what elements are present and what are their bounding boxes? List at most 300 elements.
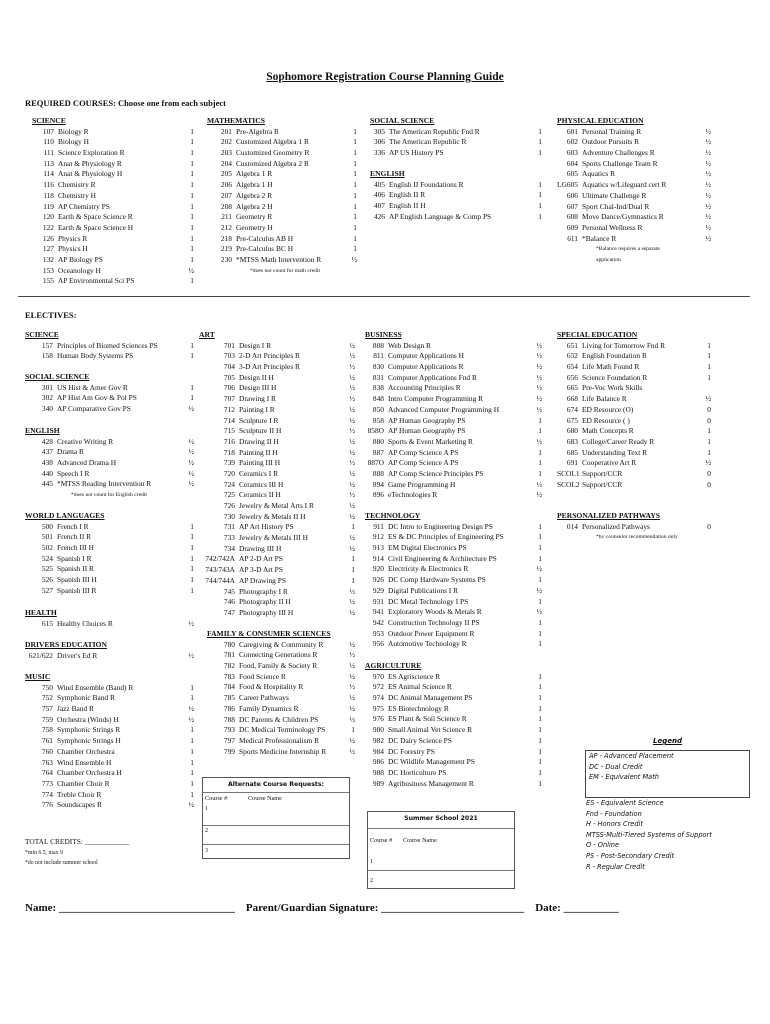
course-row[interactable]: [557, 341, 711, 352]
course-name: Sports Medicine Internship R: [239, 746, 327, 756]
course-row[interactable]: [365, 405, 542, 416]
course-row[interactable]: [557, 522, 711, 533]
course-row[interactable]: [370, 212, 542, 223]
course-name: Physics R: [58, 233, 88, 243]
course-row[interactable]: [365, 554, 542, 565]
section-heading: TECHNOLOGY: [365, 511, 421, 520]
required-pe-section: [557, 116, 711, 266]
course-row[interactable]: [25, 437, 194, 448]
required-math-section: [207, 116, 357, 276]
course-row[interactable]: [199, 405, 355, 416]
course-row[interactable]: [557, 159, 711, 170]
course-name: Earth & Space Science H: [58, 222, 134, 232]
course-row[interactable]: [557, 169, 711, 180]
course-name: Wind Ensemble (Band) R: [57, 682, 134, 692]
course-row[interactable]: [365, 575, 542, 586]
course-row[interactable]: [557, 394, 711, 405]
course-name: Agribusiness Management R: [388, 778, 474, 788]
course-code: 942: [372, 617, 384, 627]
course-row[interactable]: [365, 469, 542, 480]
course-row[interactable]: [199, 469, 355, 480]
course-name: AP Art History PS: [239, 522, 294, 532]
course-row[interactable]: [32, 223, 194, 234]
course-row[interactable]: [207, 202, 357, 213]
course-code: 982: [372, 735, 384, 745]
elective-fcs-section: [207, 629, 355, 757]
course-name: *MTSS Math Intervention R: [236, 254, 322, 264]
course-row[interactable]: [32, 137, 194, 148]
course-row[interactable]: [32, 127, 194, 138]
course-code: 608: [566, 212, 578, 222]
course-code: 501: [41, 532, 53, 542]
course-row[interactable]: [207, 736, 355, 747]
course-credit: 1: [190, 693, 194, 703]
legend: [585, 734, 750, 872]
course-row[interactable]: [25, 564, 194, 575]
course-row[interactable]: [557, 137, 711, 148]
course-row[interactable]: [557, 202, 711, 213]
course-row[interactable]: [25, 586, 194, 597]
course-row[interactable]: [25, 790, 194, 801]
course-row[interactable]: [25, 736, 194, 747]
course-row[interactable]: [25, 393, 194, 404]
course-row[interactable]: [25, 543, 194, 554]
course-name: DC Comp Hardware Systems PS: [388, 575, 486, 585]
course-name: English II H: [389, 201, 426, 211]
course-row[interactable]: [25, 575, 194, 586]
course-row[interactable]: [199, 437, 355, 448]
course-row[interactable]: [365, 725, 542, 736]
course-row[interactable]: [207, 725, 355, 736]
course-row[interactable]: [207, 255, 357, 266]
course-credit: ½: [349, 746, 355, 756]
course-row[interactable]: [199, 597, 355, 608]
course-row[interactable]: [557, 437, 711, 448]
course-row[interactable]: [557, 448, 711, 459]
course-credit: ½: [536, 607, 542, 617]
course-code: 831: [372, 372, 384, 382]
course-row[interactable]: [365, 522, 542, 533]
course-row[interactable]: [557, 234, 711, 245]
course-code: 746: [223, 597, 235, 607]
course-row[interactable]: [557, 416, 711, 427]
course-row[interactable]: [199, 416, 355, 427]
course-row[interactable]: [32, 202, 194, 213]
course-name: Personal Training R: [582, 126, 642, 136]
course-code: 502: [41, 543, 53, 553]
course-code: 763: [41, 757, 53, 767]
course-row[interactable]: [557, 148, 711, 159]
course-code: SCOL2: [557, 479, 580, 489]
course-row[interactable]: [207, 747, 355, 758]
course-code: 788: [223, 714, 235, 724]
course-row[interactable]: [199, 448, 355, 459]
course-credit: ½: [349, 533, 355, 543]
course-row[interactable]: [557, 351, 711, 362]
course-row[interactable]: [557, 223, 711, 234]
course-credit: 1: [190, 682, 194, 692]
course-row[interactable]: [365, 341, 542, 352]
course-credit: 1: [707, 351, 711, 361]
course-credit: 0: [707, 415, 711, 425]
course-row[interactable]: [32, 148, 194, 159]
legend-item: PS - Post-Secondary Credit: [586, 851, 675, 860]
course-row[interactable]: [25, 554, 194, 565]
course-code: 674: [566, 404, 578, 414]
course-row[interactable]: [365, 564, 542, 575]
course-name: AP Comp Science A PS: [388, 447, 459, 457]
total-credits-note-min-max: *min 6.5, max 9: [25, 850, 63, 856]
course-credit: ½: [349, 340, 355, 350]
course-row[interactable]: [365, 768, 542, 779]
course-row[interactable]: [557, 362, 711, 373]
course-name: Algebra 1 R: [236, 169, 273, 179]
section-heading: ENGLISH: [370, 169, 405, 178]
course-name: Jewelry & Metals II H: [239, 511, 306, 521]
course-name: Digital Publications I R: [388, 585, 459, 595]
course-row[interactable]: [207, 682, 355, 693]
course-row[interactable]: [32, 191, 194, 202]
course-code: 984: [372, 746, 384, 756]
course-row[interactable]: [25, 758, 194, 769]
course-row[interactable]: [199, 351, 355, 362]
course-code: 734: [223, 543, 235, 553]
course-credit: ½: [536, 479, 542, 489]
course-code: SCOL1: [557, 468, 580, 478]
course-name: Geometry H: [236, 222, 273, 232]
course-name: Move Dance/Gymnastics R: [582, 212, 664, 222]
course-row[interactable]: [207, 180, 357, 191]
course-row[interactable]: [32, 276, 194, 287]
course-row[interactable]: [557, 458, 711, 469]
course-name: Oceanology H: [58, 265, 101, 275]
course-row[interactable]: [199, 490, 355, 501]
course-credit: 1: [538, 778, 542, 788]
course-row[interactable]: [365, 607, 542, 618]
course-row[interactable]: [557, 127, 711, 138]
course-row[interactable]: [207, 715, 355, 726]
course-row[interactable]: [365, 383, 542, 394]
course-row[interactable]: [207, 661, 355, 672]
course-row[interactable]: [199, 576, 355, 587]
course-row[interactable]: [199, 362, 355, 373]
course-credit: 1: [190, 180, 194, 190]
course-row[interactable]: [207, 191, 357, 202]
course-credit: 1: [538, 137, 542, 147]
course-name: Computer Applications Fnd R: [388, 372, 477, 382]
course-row[interactable]: [365, 672, 542, 683]
total-credits-field[interactable]: TOTAL CREDITS: ____________: [25, 837, 130, 846]
course-credit: 1: [538, 415, 542, 425]
course-credit: ½: [536, 372, 542, 382]
course-name: Design I R: [239, 340, 272, 350]
summer-box-rule: [368, 828, 514, 829]
course-name: Drawing III H: [239, 543, 282, 553]
alternate-row-1[interactable]: 1: [205, 806, 208, 812]
course-row[interactable]: [557, 405, 711, 416]
course-row[interactable]: [25, 469, 194, 480]
student-name-field[interactable]: Name: ________________________________: [25, 902, 235, 914]
course-row[interactable]: [199, 533, 355, 544]
course-row[interactable]: [32, 159, 194, 170]
course-row[interactable]: [199, 587, 355, 598]
course-row[interactable]: [199, 512, 355, 523]
course-code: 014: [566, 521, 578, 531]
course-row[interactable]: [557, 191, 711, 202]
course-code: 336: [373, 148, 385, 158]
course-name: Healthy Choices R: [57, 618, 113, 628]
course-code: 894: [372, 479, 384, 489]
course-row[interactable]: [25, 404, 194, 415]
course-credit: 1: [707, 340, 711, 350]
section-note: *does not count for English credit: [71, 492, 147, 499]
section-heading: PERSONALIZED PATHWAYS: [557, 511, 661, 520]
course-row[interactable]: [370, 148, 542, 159]
course-code: 793: [223, 725, 235, 735]
course-name: ES Biotechnology R: [388, 703, 449, 713]
course-name: Chamber Orchestra: [57, 746, 115, 756]
parent-signature-field[interactable]: Parent/Guardian Signature: __________________________: [245, 902, 525, 914]
course-name: Pre-Algebra R: [236, 126, 279, 136]
course-row[interactable]: [199, 426, 355, 437]
course-row[interactable]: [557, 480, 711, 491]
course-row[interactable]: [25, 458, 194, 469]
course-code: 797: [223, 735, 235, 745]
course-row[interactable]: [365, 426, 542, 437]
course-code: 157: [41, 340, 53, 350]
course-row[interactable]: [207, 148, 357, 159]
course-row[interactable]: [370, 190, 542, 201]
course-row[interactable]: [365, 351, 542, 362]
legend-box: [585, 750, 750, 798]
course-row[interactable]: [25, 479, 194, 490]
course-row[interactable]: [199, 565, 355, 576]
course-row[interactable]: [207, 693, 355, 704]
course-row[interactable]: [365, 757, 542, 768]
course-name: Spanish III R: [57, 585, 97, 595]
course-name: Pre-Voc Work Skills: [582, 383, 643, 393]
course-row[interactable]: [207, 212, 357, 223]
course-credit: 1: [190, 393, 194, 403]
course-row[interactable]: [365, 629, 542, 640]
course-row[interactable]: [25, 383, 194, 394]
course-credit: 1: [190, 190, 194, 200]
course-row[interactable]: [25, 683, 194, 694]
course-row[interactable]: [199, 480, 355, 491]
course-row[interactable]: [365, 639, 542, 650]
course-row[interactable]: [365, 448, 542, 459]
course-row[interactable]: [365, 437, 542, 448]
course-name: Creative Writing R: [57, 436, 114, 446]
course-row[interactable]: [32, 169, 194, 180]
course-row[interactable]: [25, 747, 194, 758]
course-row[interactable]: [365, 597, 542, 608]
course-row[interactable]: [25, 351, 194, 362]
course-row[interactable]: [557, 373, 711, 384]
course-row[interactable]: [365, 480, 542, 491]
course-code: 705: [223, 372, 235, 382]
course-row[interactable]: [207, 223, 357, 234]
course-credit: 1: [351, 725, 355, 735]
course-code: 838: [372, 383, 384, 393]
course-code: 785: [223, 693, 235, 703]
course-row[interactable]: [365, 416, 542, 427]
course-credit: ½: [536, 436, 542, 446]
course-credit: 1: [538, 693, 542, 703]
course-credit: ½: [705, 137, 711, 147]
course-row[interactable]: [365, 532, 542, 543]
course-credit: ½: [705, 190, 711, 200]
course-credit: 1: [538, 671, 542, 681]
course-row[interactable]: [365, 618, 542, 629]
course-code: 212: [220, 222, 232, 232]
date-field[interactable]: Date: __________: [535, 902, 619, 914]
course-credit: ½: [705, 212, 711, 222]
course-row[interactable]: [365, 362, 542, 373]
summer-row-1[interactable]: 1: [370, 859, 373, 865]
summer-row-2[interactable]: 2: [370, 878, 373, 884]
course-name: Anat & Physiology R: [58, 158, 122, 168]
course-row[interactable]: [25, 447, 194, 458]
course-row[interactable]: [199, 522, 355, 533]
alternate-row-3[interactable]: 3: [205, 848, 208, 854]
course-credit: 1: [538, 148, 542, 158]
course-row[interactable]: [25, 800, 194, 811]
course-row[interactable]: [207, 244, 357, 255]
course-row[interactable]: [207, 640, 355, 651]
section-note: *Balance requires a separate: [596, 246, 660, 253]
course-row[interactable]: [365, 747, 542, 758]
course-row[interactable]: [25, 725, 194, 736]
course-row[interactable]: [207, 234, 357, 245]
course-row[interactable]: [32, 234, 194, 245]
course-credit: 0: [707, 479, 711, 489]
course-name: Math Concepts R: [582, 426, 634, 436]
course-code: 912: [372, 532, 384, 542]
course-row[interactable]: [365, 682, 542, 693]
course-name: Photography II H: [239, 597, 291, 607]
course-row[interactable]: [25, 651, 194, 662]
course-credit: ½: [349, 479, 355, 489]
course-name: Life Math Found R: [582, 362, 640, 372]
course-row[interactable]: [557, 212, 711, 223]
course-row[interactable]: [365, 693, 542, 704]
course-credit: ½: [705, 169, 711, 179]
course-row[interactable]: [25, 693, 194, 704]
course-name: AP Human Geography PS: [388, 415, 466, 425]
alternate-row-2[interactable]: 2: [205, 828, 208, 834]
course-row[interactable]: [25, 532, 194, 543]
course-row[interactable]: [365, 373, 542, 384]
course-row[interactable]: [25, 715, 194, 726]
course-row[interactable]: [557, 469, 711, 480]
course-credit: ½: [705, 458, 711, 468]
course-row[interactable]: [199, 501, 355, 512]
course-row[interactable]: [25, 768, 194, 779]
course-name: ED Resource (O): [582, 404, 634, 414]
course-row[interactable]: [25, 704, 194, 715]
course-credit: ½: [349, 586, 355, 596]
course-row[interactable]: [207, 650, 355, 661]
course-row[interactable]: [365, 714, 542, 725]
course-row[interactable]: [370, 127, 542, 138]
course-credit: ½: [349, 447, 355, 457]
course-row[interactable]: [365, 779, 542, 790]
course-row[interactable]: [207, 159, 357, 170]
course-name: DC Intro to Engineering Design PS: [388, 521, 493, 531]
course-row[interactable]: [365, 394, 542, 405]
course-code: 127: [42, 244, 54, 254]
course-row[interactable]: [32, 255, 194, 266]
course-code: 526: [41, 575, 53, 585]
course-name: Human Body Systems PS: [57, 351, 134, 361]
course-row[interactable]: [207, 137, 357, 148]
course-row[interactable]: [199, 383, 355, 394]
course-row[interactable]: [365, 490, 542, 501]
course-name: Spanish II R: [57, 564, 94, 574]
course-row[interactable]: [557, 426, 711, 437]
course-row[interactable]: [365, 586, 542, 597]
course-row[interactable]: [199, 373, 355, 384]
course-row[interactable]: [32, 244, 194, 255]
course-code: 848: [372, 394, 384, 404]
summer-school-box: [367, 811, 515, 889]
alternate-col-course-num: Course #: [205, 795, 228, 802]
course-row[interactable]: [365, 736, 542, 747]
course-row[interactable]: [32, 212, 194, 223]
course-row[interactable]: [199, 554, 355, 565]
course-code: 675: [566, 415, 578, 425]
course-credit: ½: [536, 404, 542, 414]
course-row[interactable]: [557, 383, 711, 394]
course-row[interactable]: [199, 544, 355, 555]
course-credit: ½: [188, 468, 194, 478]
course-row[interactable]: [370, 201, 542, 212]
course-row[interactable]: [25, 341, 194, 352]
course-row[interactable]: [207, 672, 355, 683]
course-row[interactable]: [207, 127, 357, 138]
course-name: Spanish III H: [57, 575, 97, 585]
course-code: 704: [223, 362, 235, 372]
course-row[interactable]: [25, 522, 194, 533]
course-code: 712: [223, 404, 235, 414]
course-row[interactable]: [365, 458, 542, 469]
course-code: 747: [223, 607, 235, 617]
course-row[interactable]: [370, 137, 542, 148]
course-row[interactable]: [199, 608, 355, 619]
course-row[interactable]: [207, 169, 357, 180]
course-row[interactable]: [207, 704, 355, 715]
course-code: 742/742A: [205, 554, 235, 564]
course-row[interactable]: [32, 266, 194, 277]
elective-agriculture-section: [365, 661, 542, 789]
course-row[interactable]: [199, 458, 355, 469]
course-row[interactable]: [25, 779, 194, 790]
course-row[interactable]: [199, 394, 355, 405]
course-row[interactable]: [557, 180, 711, 191]
legend-item: MTSS-Multi-Tiered Systems of Support: [586, 830, 712, 839]
course-credit: 1: [190, 126, 194, 136]
course-row[interactable]: [365, 704, 542, 715]
course-row[interactable]: [365, 543, 542, 554]
course-row[interactable]: [25, 619, 194, 630]
course-name: Symphonic Strings H: [57, 736, 121, 746]
course-row[interactable]: [199, 341, 355, 352]
course-row[interactable]: [370, 180, 542, 191]
course-name: Sports Challenge Team R: [582, 158, 658, 168]
course-credit: 1: [190, 757, 194, 767]
course-row[interactable]: [32, 180, 194, 191]
